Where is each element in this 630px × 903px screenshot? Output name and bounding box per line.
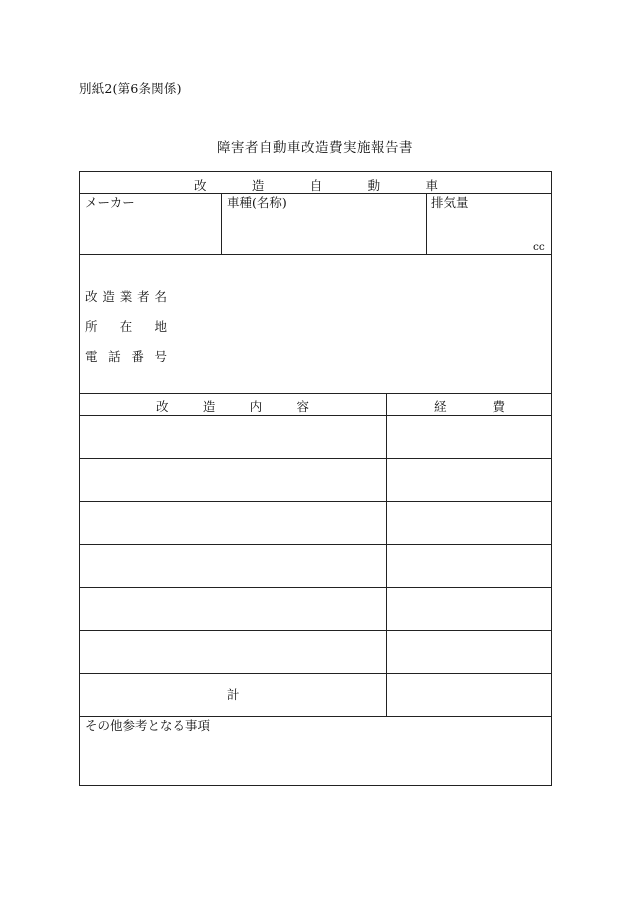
displacement-field[interactable]: [429, 212, 529, 252]
header-char: 経: [434, 399, 447, 414]
divider: [80, 716, 551, 717]
model-field[interactable]: [224, 212, 424, 252]
model-label: 車種(名称): [227, 195, 287, 210]
content-cell-5[interactable]: [81, 588, 385, 629]
cost-cell-5[interactable]: [387, 588, 551, 629]
displacement-unit: cc: [533, 241, 545, 253]
divider: [80, 254, 551, 255]
cost-cell-3[interactable]: [387, 502, 551, 543]
contractor-name-field[interactable]: [180, 282, 540, 304]
label-char: 造: [102, 289, 115, 304]
remarks-label: その他参考となる事項: [85, 718, 211, 733]
label-char: 業: [119, 289, 133, 304]
divider: [426, 193, 427, 254]
label-char: 地: [154, 319, 167, 334]
label-char: 番: [131, 349, 144, 364]
label-char: 者: [137, 289, 150, 304]
heading-char: 自: [309, 178, 323, 193]
maker-label: メーカー: [85, 195, 135, 210]
remarks-field[interactable]: [82, 736, 550, 784]
vehicle-heading: [194, 176, 438, 194]
contractor-address-label: [85, 317, 167, 335]
cost-cell-4[interactable]: [387, 545, 551, 586]
header-char: 内: [249, 399, 263, 414]
header-char: 容: [296, 399, 309, 414]
cost-cell-1[interactable]: [387, 416, 551, 457]
label-char: 改: [85, 289, 98, 304]
content-column-header: [156, 397, 309, 415]
header-char: 改: [156, 399, 169, 414]
heading-char: 動: [367, 178, 381, 193]
content-cell-4[interactable]: [81, 545, 385, 586]
total-cost-cell[interactable]: [387, 674, 551, 715]
maker-field[interactable]: [82, 212, 219, 252]
report-form: [79, 171, 552, 786]
content-cell-1[interactable]: [81, 416, 385, 457]
content-cell-3[interactable]: [81, 502, 385, 543]
heading-char: 造: [251, 178, 265, 193]
header-char: 造: [202, 399, 216, 414]
divider: [80, 393, 551, 394]
heading-char: 改: [194, 178, 207, 193]
displacement-label: 排気量: [431, 195, 469, 210]
content-cell-2[interactable]: [81, 459, 385, 500]
cost-cell-6[interactable]: [387, 631, 551, 672]
contractor-phone-field[interactable]: [180, 342, 540, 364]
label-char: 話: [108, 349, 121, 364]
label-char: 号: [154, 349, 167, 364]
cost-cell-2[interactable]: [387, 459, 551, 500]
divider: [221, 193, 222, 254]
contractor-address-field[interactable]: [180, 312, 540, 334]
total-label: 計: [227, 687, 240, 702]
label-char: 所: [85, 319, 98, 334]
content-cell-6[interactable]: [81, 631, 385, 672]
header-char: 費: [492, 399, 505, 414]
label-char: 電: [85, 349, 98, 364]
label-char: 在: [119, 319, 133, 334]
contractor-name-label: [85, 287, 167, 305]
contractor-phone-label: [85, 347, 167, 365]
label-char: 名: [154, 289, 167, 304]
heading-char: 車: [425, 178, 438, 193]
annex-label: 別紙2(第6条関係): [79, 81, 182, 96]
cost-column-header: [434, 397, 505, 415]
document-title: 障害者自動車改造費実施報告書: [217, 140, 413, 156]
